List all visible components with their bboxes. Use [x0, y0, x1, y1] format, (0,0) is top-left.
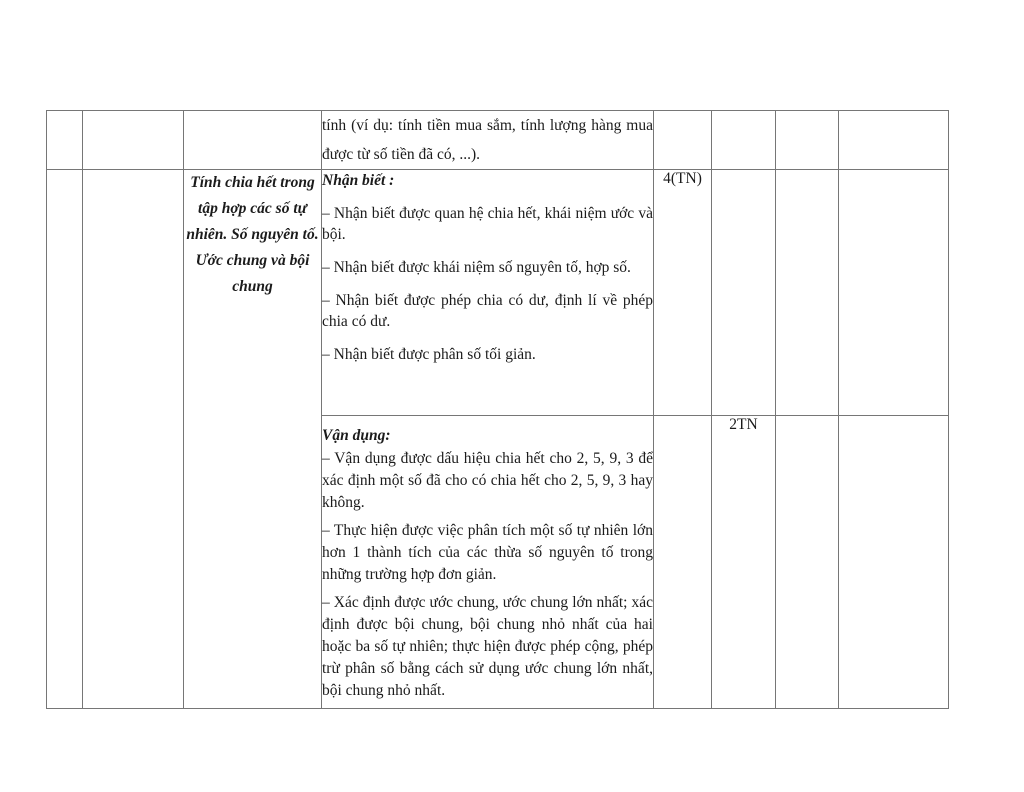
- count-cell-empty: [654, 416, 712, 709]
- count-cell-empty: [839, 416, 949, 709]
- van-dung-item: – Vận dụng được dấu hiệu chia hết cho 2, 5, 9, 3 để xác định một số đã cho có chia hết cho 2, 5, 9, 3 hay không.: [322, 450, 653, 511]
- count-cell-empty: [839, 111, 949, 170]
- count-cell-empty: [654, 111, 712, 170]
- van-dung-item: – Thực hiện được việc phân tích một số tự nhiên lớn hơn 1 thành tích của các thừa số nguyên tố trong những trường hợp đơn giản.: [322, 522, 653, 583]
- nhan-biet-count: 4(TN): [654, 170, 712, 416]
- table-row: [47, 170, 949, 416]
- count-cell-empty: [712, 111, 776, 170]
- nhan-biet-item: – Nhận biết được quan hệ chia hết, khái niệm ước và bội.: [322, 205, 653, 243]
- topic-title: Tính chia hết trong tập hợp các số tự nhiên. Số nguyên tố. Ước chung và bội chung: [184, 170, 322, 709]
- nhan-biet-item: – Nhận biết được phép chia có dư, định lí về phép chia có dư.: [322, 292, 653, 330]
- count-cell-empty: [776, 170, 839, 416]
- van-dung-cell: [322, 416, 654, 709]
- requirement-tail-text: tính (ví dụ: tính tiền mua sắm, tính lượng hàng mua được từ số tiền đã có, ...).: [322, 111, 654, 170]
- nhan-biet-item: – Nhận biết được khái niệm số nguyên tố, hợp số.: [322, 259, 631, 276]
- count-cell-empty: [776, 111, 839, 170]
- index-cell-empty: [47, 170, 83, 709]
- van-dung-count: 2TN: [712, 416, 776, 709]
- chapter-cell-empty: [83, 170, 184, 709]
- van-dung-heading: Vận dụng:: [322, 427, 391, 444]
- count-cell-empty: [712, 170, 776, 416]
- van-dung-item: – Xác định được ước chung, ước chung lớn nhất; xác định được bội chung, bội chung nhỏ nhất của hai hoặc ba số tự nhiên; thực hiện được phép cộng, phép trừ phân số bằng cách sử dụng ước chung lớn nhất, bội chung nhỏ nhất.: [322, 594, 653, 699]
- count-cell-empty: [776, 416, 839, 709]
- chapter-cell-empty: [83, 111, 184, 170]
- specification-table: [46, 110, 949, 709]
- nhan-biet-item: – Nhận biết được phân số tối giản.: [322, 346, 536, 363]
- table-row: [47, 111, 949, 170]
- topic-cell-empty: [184, 111, 322, 170]
- index-cell-empty: [47, 111, 83, 170]
- count-cell-empty: [839, 170, 949, 416]
- nhan-biet-heading: Nhận biết :: [322, 172, 395, 189]
- nhan-biet-cell: [322, 170, 654, 416]
